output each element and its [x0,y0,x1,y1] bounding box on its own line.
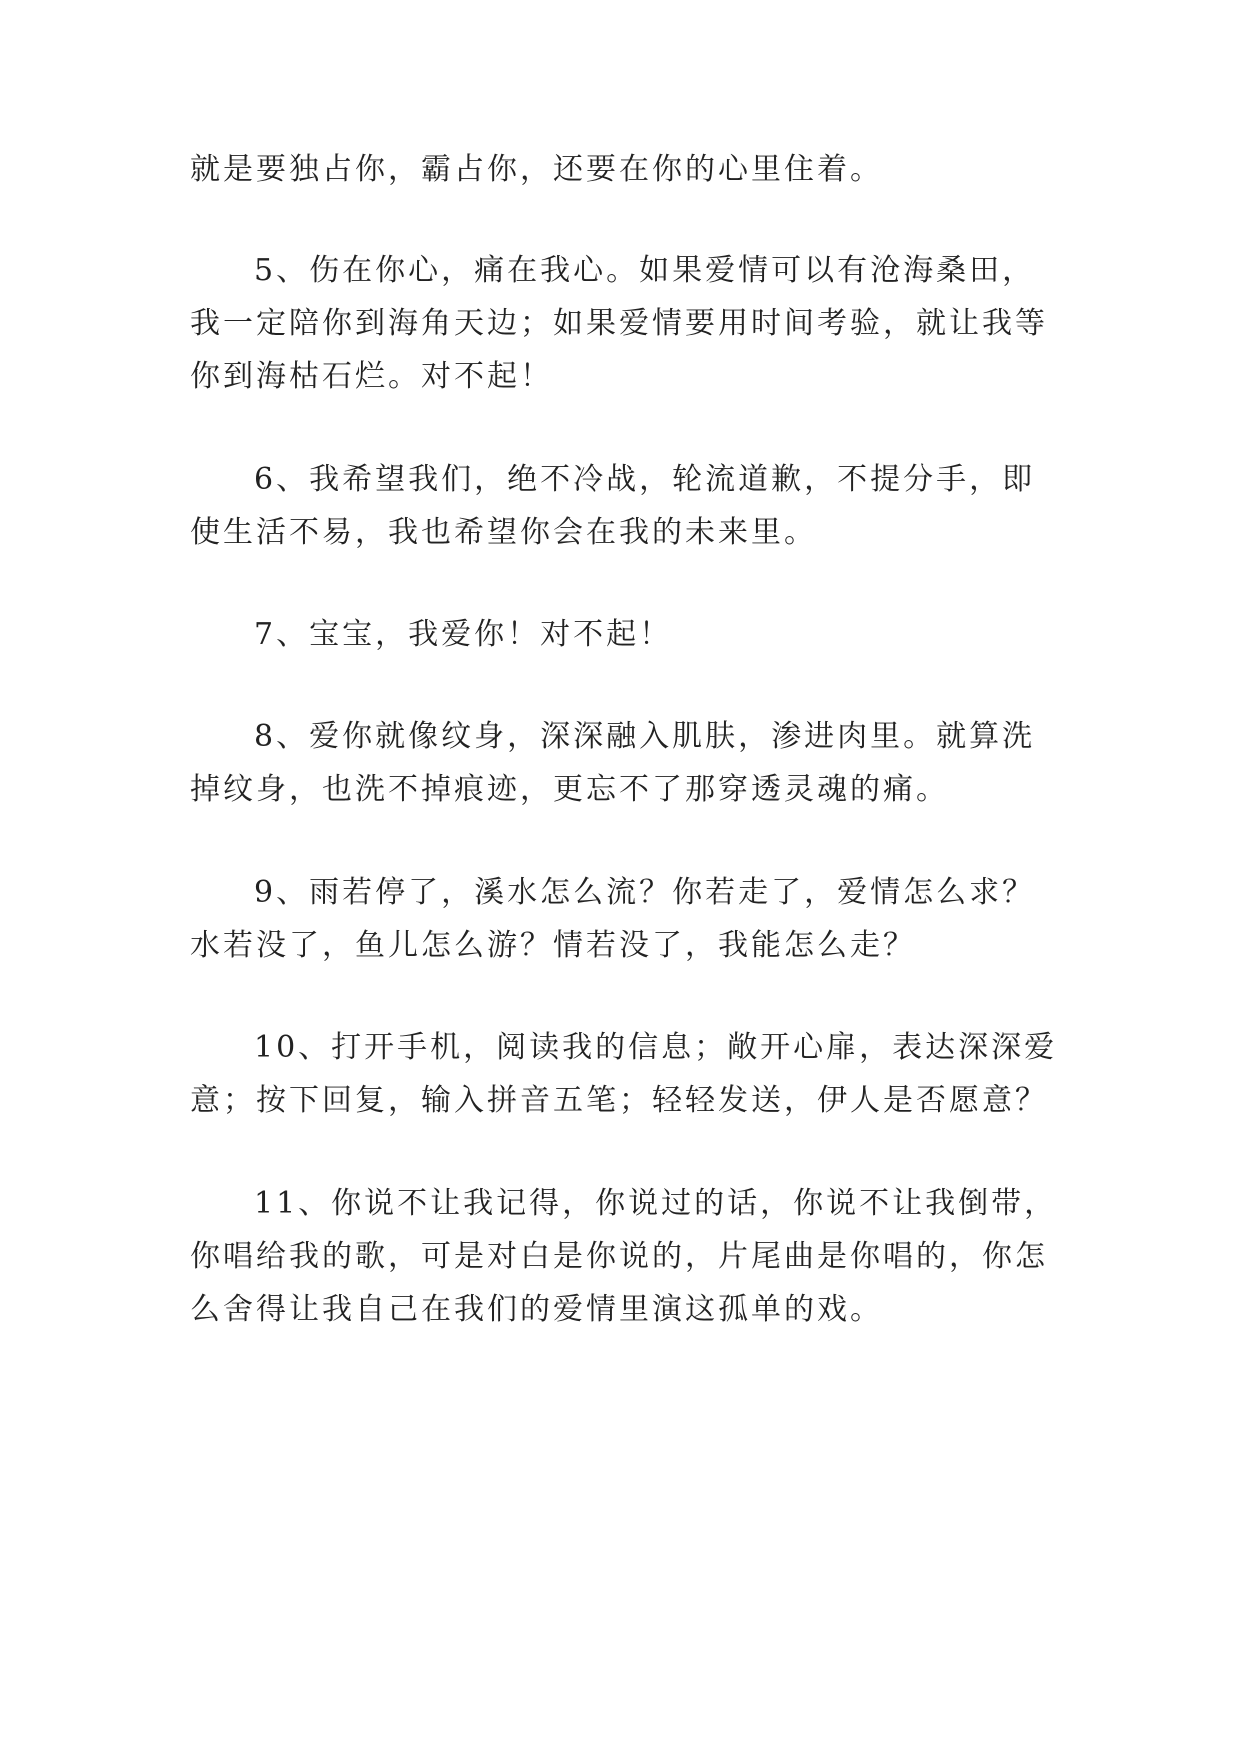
paragraph-5-line-1: 5、伤在你心，痛在我心。如果爱情可以有沧海桑田， [254,253,1036,288]
paragraph-8-line-1: 8、爱你就像纹身，深深融入肌肤，渗进肉里。就算洗 [254,719,1036,754]
paragraph-10-line-2: 意；按下回复，输入拼音五笔；轻轻发送，伊人是否愿意？ [190,1083,1048,1118]
paragraph-11-line-2: 你唱给我的歌，可是对白是你说的，片尾曲是你唱的，你怎 [190,1239,1048,1274]
paragraph-10-line-1: 10、打开手机，阅读我的信息；敞开心扉，表达深深爱 [254,1030,1058,1065]
paragraph-11-line-3: 么舍得让我自己在我们的爱情里演这孤单的戏。 [190,1292,883,1327]
paragraph-9-line-2: 水若没了，鱼儿怎么游？情若没了，我能怎么走？ [190,928,916,963]
paragraph-9-line-1: 9、雨若停了，溪水怎么流？你若走了，爱情怎么求？ [254,875,1036,910]
paragraph-5-line-3: 你到海枯石烂。对不起！ [190,359,553,394]
paragraph-5-line-2: 我一定陪你到海角天边；如果爱情要用时间考验，就让我等 [190,306,1048,341]
paragraph-4-line-2: 就是要独占你，霸占你，还要在你的心里住着。 [190,152,883,187]
paragraph-6-line-2: 使生活不易，我也希望你会在我的未来里。 [190,515,817,550]
paragraph-11-line-1: 11、你说不让我记得，你说过的话，你说不让我倒带， [254,1186,1058,1221]
paragraph-6-line-1: 6、我希望我们，绝不冷战，轮流道歉，不提分手，即 [254,462,1036,497]
paragraph-7-line-1: 7、宝宝，我爱你！对不起！ [254,617,673,652]
paragraph-8-line-2: 掉纹身，也洗不掉痕迹，更忘不了那穿透灵魂的痛。 [190,772,949,807]
